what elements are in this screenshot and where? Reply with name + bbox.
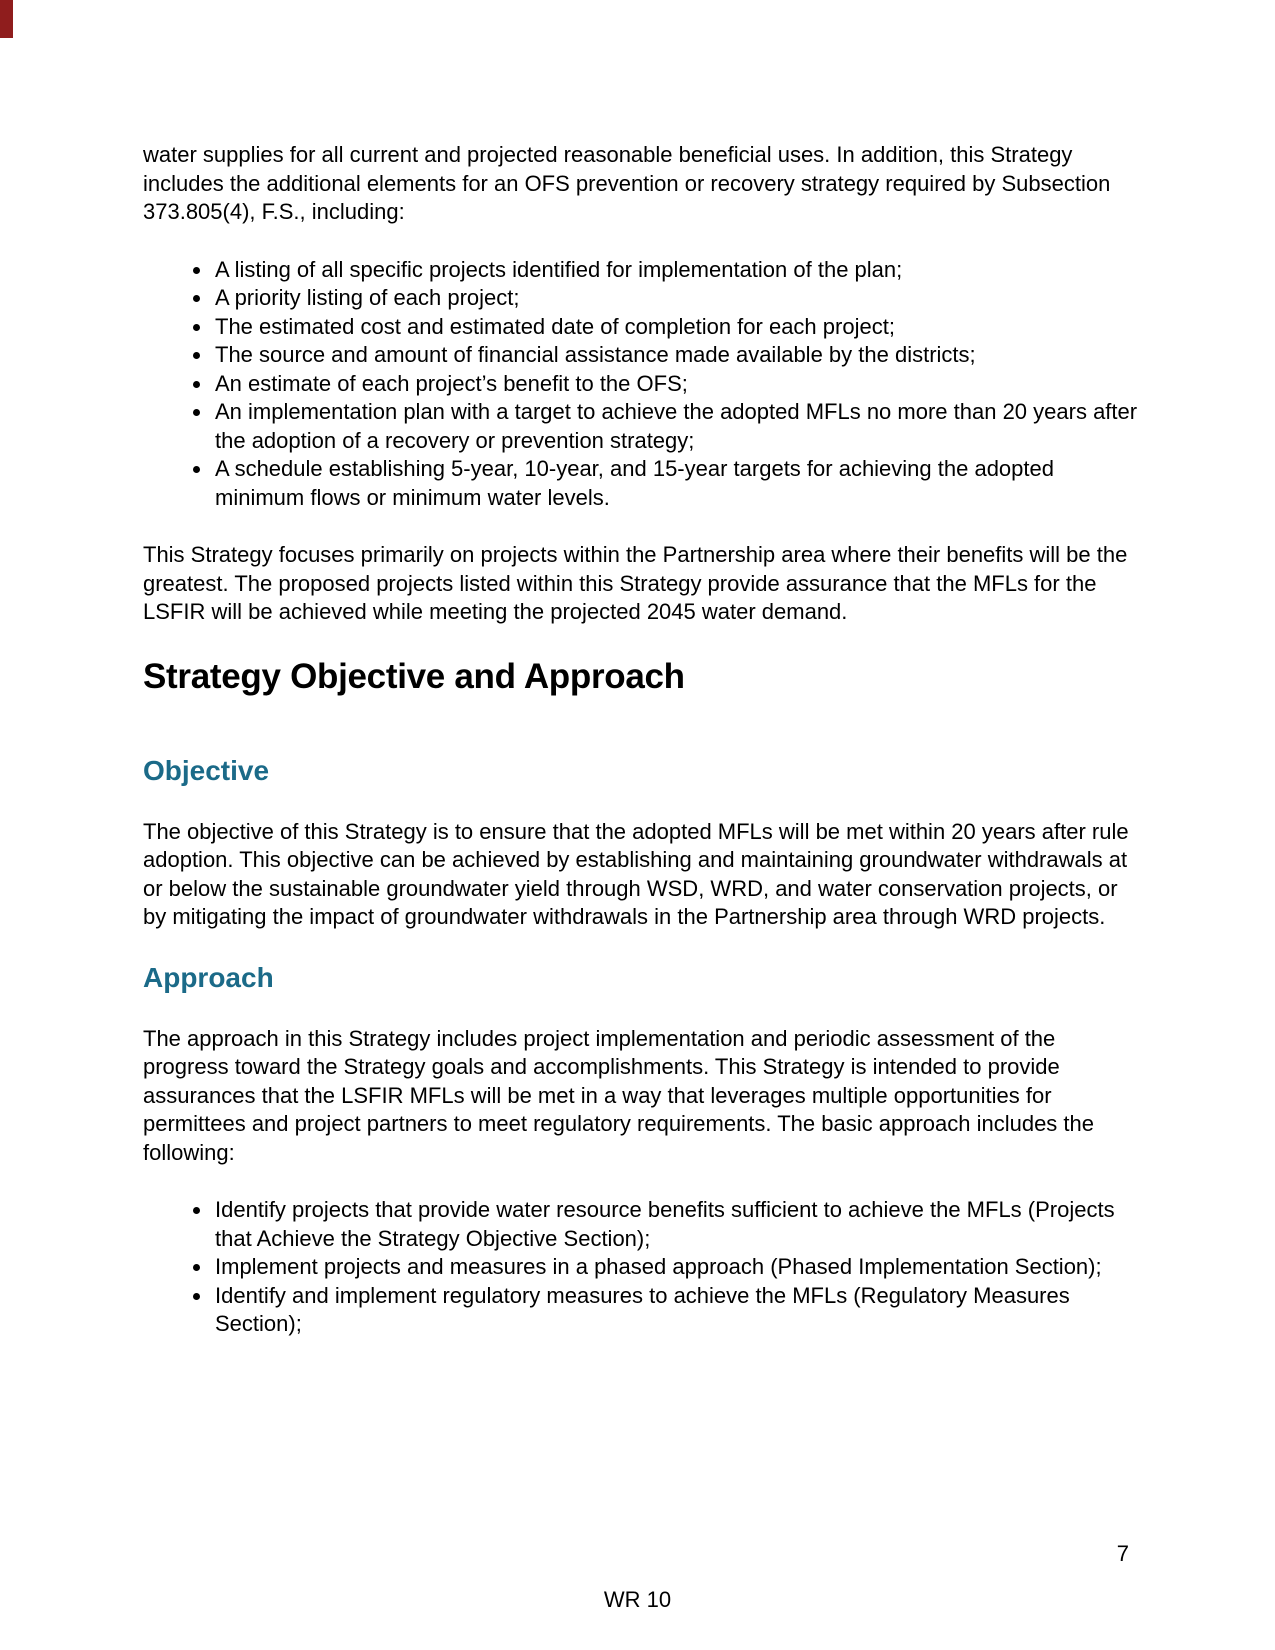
objective-heading: Objective	[143, 754, 270, 786]
list-item: • A priority listing of each project;	[213, 284, 1138, 313]
section-title: Strategy Objective and Approach	[143, 656, 685, 696]
list-item: • An estimate of each project’s benefit to the OFS;	[213, 370, 1138, 399]
approach-bullet-list	[143, 1196, 1138, 1339]
list-item: • A listing of all specific projects identified for implementation of the plan;	[213, 256, 1138, 285]
page-number: 7	[1116, 1541, 1129, 1566]
page-content	[143, 141, 1138, 1368]
list-item: • Identify and implement regulatory measures to achieve the MFLs (Regulatory Measures Section);	[213, 1282, 1138, 1339]
list-item: • Identify projects that provide water resource benefits sufficient to achieve the MFLs (Projects that Achieve the Strategy Objective Section);	[213, 1196, 1138, 1253]
list-item: • A schedule establishing 5-year, 10-year, and 15-year targets for achieving the adopted minimum flows or minimum water levels.	[213, 455, 1138, 512]
list-item: • The source and amount of financial assistance made available by the districts;	[213, 341, 1138, 370]
strategy-elements-bullet-list	[143, 256, 1138, 513]
page-corner-mark	[0, 0, 13, 38]
objective-paragraph: The objective of this Strategy is to ensure that the adopted MFLs will be met within 20 years after rule adoption. This objective can be achieved by establishing and maintaining groundwater withdrawals at or below the sustainable groundwater yield through WSD, WRD, and water conservation projects, or by mitigating the impact of groundwater withdrawals in the Partnership area through WRD projects.	[143, 818, 1129, 929]
approach-paragraph: The approach in this Strategy includes project implementation and periodic assessment of the progress toward the Strategy goals and accomplishments. This Strategy is intended to provide assurances that the LSFIR MFLs will be met in a way that leverages multiple opportunities for permittees and project partners to meet regulatory requirements. The basic approach includes the following:	[143, 1025, 1094, 1165]
strategy-focus-paragraph: This Strategy focuses primarily on projects within the Partnership area where their benefits will be the greatest. The proposed projects listed within this Strategy provide assurance that the MFLs for the LSFIR will be achieved while meeting the projected 2045 water demand.	[143, 542, 1128, 624]
list-item: • The estimated cost and estimated date of completion for each project;	[213, 313, 1138, 342]
footer-doc-code: WR 10	[603, 1587, 672, 1612]
list-item: • Implement projects and measures in a phased approach (Phased Implementation Section);	[213, 1253, 1138, 1282]
list-item: • An implementation plan with a target to achieve the adopted MFLs no more than 20 years after the adoption of a recovery or prevention strategy;	[213, 398, 1138, 455]
intro-paragraph: water supplies for all current and projected reasonable beneficial uses. In addition, this Strategy includes the additional elements for an OFS prevention or recovery strategy required by Subsection 373.805(4), F.S., including:	[143, 142, 1111, 224]
approach-heading: Approach	[143, 961, 274, 993]
